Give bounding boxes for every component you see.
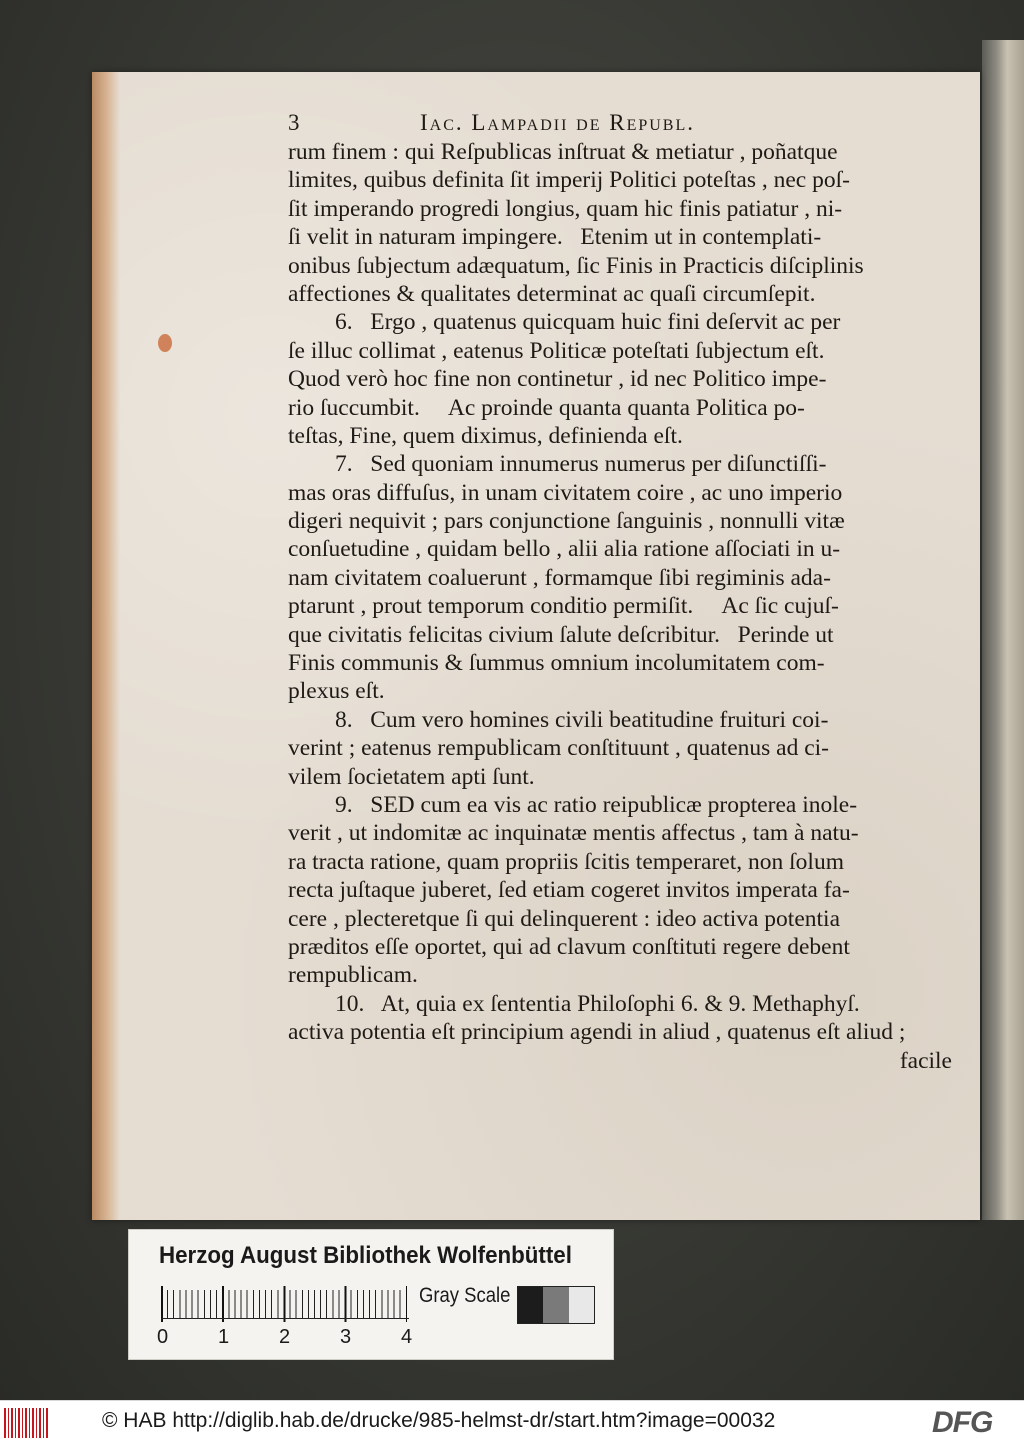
book-edge: [982, 40, 1024, 1220]
swatch-gray: [543, 1287, 568, 1323]
text-line: rio ſuccumbit. Ac proinde quanta quanta Politica po-: [288, 394, 805, 421]
text-line: rum finem : qui Reſpublicas inſtruat & metiatur , poñatque: [288, 139, 838, 165]
library-name: Herzog August Bibliothek Wolfenbüttel: [159, 1242, 572, 1269]
ruler-label: 4: [401, 1326, 413, 1348]
text-line: 10. At, quia ex ſententia Philoſophi 6. & 9. Methaphyſ.: [288, 990, 860, 1017]
page-header: [288, 108, 952, 138]
ruler-label: 1: [218, 1326, 230, 1348]
text-line: 9. SED cum ea vis ac ratio reipublicæ propterea inole-: [288, 791, 858, 818]
page-edge-shading: [92, 72, 120, 1220]
text-line: teſtas, Fine, quem diximus, definienda eſt.: [288, 422, 683, 449]
gray-scale-label: Gray Scale: [419, 1284, 511, 1307]
ruler-label: 3: [340, 1326, 352, 1348]
catchword: facile: [899, 1047, 952, 1074]
text-line: præditos eſſe oportet, qui ad clavum conſtituti regere debent: [288, 933, 850, 960]
text-line: verint ; eatenus rempublicam conſtituunt , quatenus ad ci-: [288, 735, 829, 762]
text-line: limites, quibus definita ſit imperij Politici poteſtas , nec poſ-: [288, 167, 850, 194]
text-line: ſi velit in naturam impingere. Etenim ut in contemplati-: [288, 224, 822, 251]
text-line: onibus ſubjectum adæquatum, ſic Finis in Practicis diſciplinis: [288, 252, 864, 279]
text-line: affectiones & qualitates determinat ac quaſi circumſepit.: [288, 280, 816, 307]
text-line: mas oras diffuſus, in unam civitatem coire , ac uno imperio: [288, 479, 843, 506]
swatch-white: [569, 1287, 594, 1323]
paper-stain: [158, 334, 172, 352]
swatch-black: [518, 1287, 543, 1323]
text-line: vilem ſocietatem apti ſunt.: [288, 763, 535, 790]
color-reference-card: [128, 1229, 614, 1360]
text-line: que civitatis felicitas civium ſalute deſcribitur. Perinde ut: [288, 621, 834, 648]
text-line: verit , ut indomitæ ac inquinatæ mentis affectus , tam à natu-: [288, 820, 859, 847]
text-line: ptarunt , prout temporum conditio permiſit. Ac ſic cujuſ-: [288, 593, 839, 620]
text-line: ra tracta ratione, quam propriis ſcitis temperaret, non ſolum: [288, 848, 844, 875]
text-line: ſe illuc collimat , eatenus Politicæ poteſtati ſubjectum eſt.: [288, 337, 825, 364]
copyright-url[interactable]: © HAB http://diglib.hab.de/drucke/985-helmst-dr/start.htm?image=00032: [102, 1409, 776, 1432]
body-text: [288, 138, 952, 1047]
running-head: Iac. Lampadii de Republ.: [420, 110, 696, 135]
ruler-label: 0: [157, 1326, 169, 1348]
dfg-logo: DFG: [932, 1406, 993, 1439]
text-line: 7. Sed quoniam innumerus numerus per diſunctiſſi-: [288, 451, 827, 478]
text-line: recta juſtaque juberet, ſed etiam cogeret invitos imperata fa-: [288, 877, 850, 904]
text-line: rempublicam.: [288, 962, 418, 989]
text-line: nam civitatem coaluerunt , formamque ſibi regiminis ada-: [288, 564, 831, 591]
hab-barcode-icon: [4, 1408, 48, 1438]
ruler-label: 2: [279, 1326, 291, 1348]
text-line: activa potentia eſt principium agendi in aliud , quatenus eſt aliud ;: [288, 1019, 906, 1046]
page-text: [288, 108, 952, 1075]
text-line: conſuetudine , quidam bello , alii alia ratione aſſociati in u-: [288, 536, 841, 563]
text-line: plexus eſt.: [288, 678, 385, 705]
text-line: 8. Cum vero homines civili beatitudine fruituri coi-: [288, 706, 829, 733]
text-line: Quod verò hoc fine non continetur , id nec Politico impe-: [288, 366, 827, 393]
footer-bar: [0, 1400, 1024, 1445]
gray-scale-swatches: [517, 1286, 595, 1324]
text-line: Finis communis & ſummus omnium incolumitatem com-: [288, 650, 825, 677]
text-line: cere , plecteretque ſi qui delinquerent : ideo activa potentia: [288, 905, 841, 932]
text-line: ſit imperando progredi longius, quam hic finis patiatur , ni-: [288, 195, 843, 222]
text-line: 6. Ergo , quatenus quicquam huic fini deſervit ac per: [288, 309, 841, 336]
text-line: digeri nequivit ; pars conjunctione ſanguinis , nonnulli vitæ: [288, 508, 845, 535]
page-number: 3: [288, 110, 301, 135]
ruler-major-ticks: [161, 1286, 407, 1322]
ruler-baseline: [161, 1318, 409, 1319]
